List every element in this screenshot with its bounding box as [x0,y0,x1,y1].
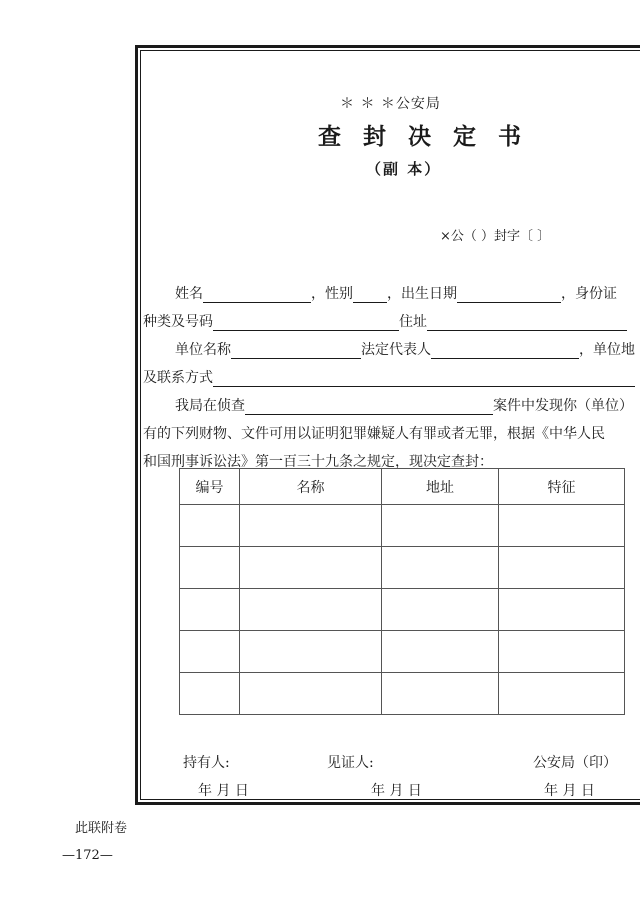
table-cell[interactable] [180,589,240,631]
table-cell[interactable] [180,505,240,547]
id-address-line [143,311,627,331]
legal-rep-label: 法定代表人 [361,342,431,358]
id-number-field[interactable] [213,315,399,331]
table-row [180,505,625,547]
table-cell[interactable] [382,505,499,547]
name-label: 姓名 [175,286,203,302]
address-label: 住址 [399,314,427,330]
table-cell[interactable] [499,547,625,589]
contact-label: 及联系方式 [143,370,213,386]
unit-name-label: 单位名称 [175,342,231,358]
name-field[interactable] [203,287,311,303]
witness-date: 年 月 日 [371,783,422,799]
table-cell[interactable] [240,505,382,547]
legal-rep-field[interactable] [431,343,579,359]
holder-date: 年 月 日 [198,783,249,799]
table-cell[interactable] [382,673,499,715]
table-cell[interactable] [382,631,499,673]
table-cell[interactable] [499,589,625,631]
body-text-line-3: 和国刑事诉讼法》第一百三十九条之规定，现决定查封： [143,454,493,470]
table-cell[interactable] [382,547,499,589]
unit-address-label: ，单位地 [579,342,635,358]
table-row [180,631,625,673]
case-line [175,395,633,415]
table-cell[interactable] [382,589,499,631]
table-row [180,547,625,589]
holder-label: 持有人: [183,755,230,771]
seized-items-table [179,468,625,715]
header-address: 地址 [382,469,499,505]
copy-label: （副 本） [366,160,442,178]
id-label: ，身份证 [561,286,617,302]
case-suffix: 案件中发现你（单位） [493,398,633,414]
contact-field[interactable] [213,371,635,387]
table-cell[interactable] [240,673,382,715]
bureau-seal-label: 公安局（印） [533,755,617,771]
birth-date-field[interactable] [457,287,561,303]
gender-field[interactable] [353,287,387,303]
table-cell[interactable] [180,673,240,715]
case-prefix: 我局在侦查 [175,398,245,414]
table-row [180,589,625,631]
table-cell[interactable] [180,547,240,589]
header-features: 特征 [499,469,625,505]
header-name: 名称 [240,469,382,505]
table-cell[interactable] [499,673,625,715]
table-header-row [180,469,625,505]
table-cell[interactable] [499,631,625,673]
bureau-date: 年 月 日 [544,783,595,799]
id-type-label: 种类及号码 [143,314,213,330]
page-number: —172— [62,848,113,863]
document-title: 查 封 决 定 书 [318,123,529,150]
table-cell[interactable] [499,505,625,547]
table-cell[interactable] [180,631,240,673]
personal-info-line [175,283,617,303]
contact-line [143,367,635,387]
attach-note: 此联附卷 [75,821,128,836]
case-name-field[interactable] [245,399,493,415]
table-cell[interactable] [240,631,382,673]
witness-label: 见证人: [327,755,374,771]
unit-info-line [175,339,635,359]
header-number: 编号 [180,469,240,505]
address-field[interactable] [427,315,627,331]
document-number: ×公（ ）封字〔 〕 [440,229,551,244]
table-cell[interactable] [240,547,382,589]
gender-label: ，性别 [311,286,353,302]
table-cell[interactable] [240,589,382,631]
body-text-line-2: 有的下列财物、文件可用以证明犯罪嫌疑人有罪或者无罪，根据《中华人民 [143,426,605,442]
unit-name-field[interactable] [231,343,361,359]
table-row [180,673,625,715]
birth-date-label: ，出生日期 [387,286,457,302]
bureau-name: ＊ ＊ ＊公安局 [340,96,441,112]
